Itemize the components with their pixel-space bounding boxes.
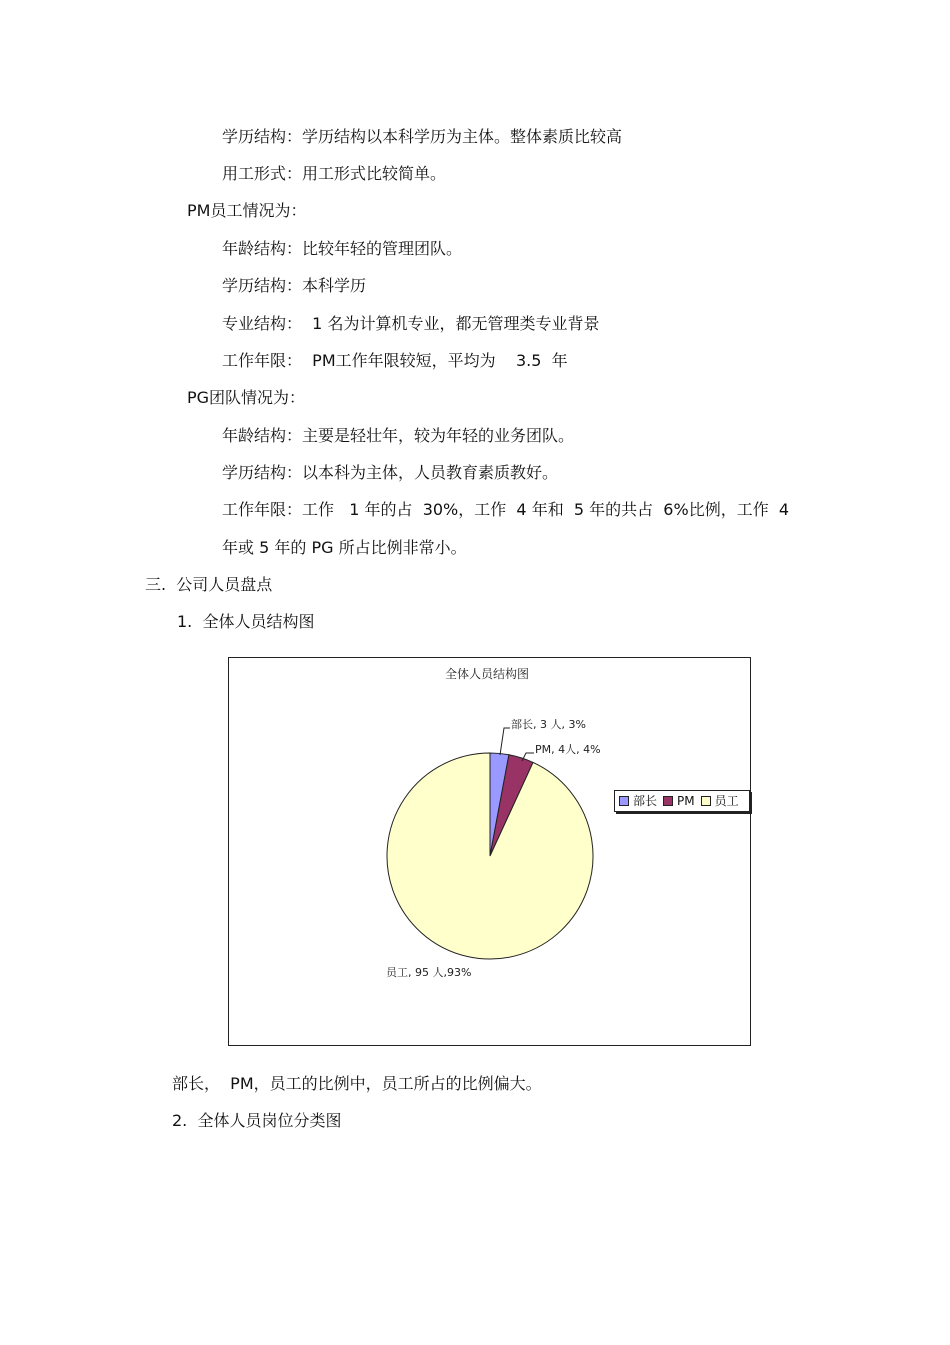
data-label-minister: 部长, 3 人, 3% — [511, 718, 586, 731]
pie-slice-staff — [387, 753, 593, 959]
ratio-summary-line: 部长， PM，员工的比例中，员工所占的比例偏大。 — [172, 1074, 542, 1093]
data-label-staff: 员工, 95 人,93% — [386, 966, 472, 979]
pie-chart — [229, 658, 750, 1045]
education-structure-line: 学历结构：学历结构以本科学历为主体。整体素质比较高 — [222, 127, 623, 146]
pie-chart-frame — [228, 657, 751, 1046]
pm-age-structure-line: 年龄结构：比较年轻的管理团队。 — [222, 239, 463, 258]
legend-label-pm: PM — [677, 794, 695, 808]
pm-major-line: 专业结构： 1 名为计算机专业，都无管理类专业背景 — [222, 314, 600, 333]
employment-form-line: 用工形式：用工形式比较简单。 — [222, 164, 447, 183]
pg-age-structure-line: 年龄结构：主要是轻壮年，较为年轻的业务团队。 — [222, 426, 575, 445]
legend-swatch-staff — [701, 796, 711, 806]
legend-swatch-pm — [663, 796, 673, 806]
chart-title: 全体人员结构图 — [444, 667, 530, 681]
chart-legend — [614, 790, 750, 812]
legend-label-minister: 部长 — [633, 794, 658, 808]
pm-education-line: 学历结构：本科学历 — [222, 276, 367, 295]
pg-work-years-line: 工作年限：工作 1 年的占 30%，工作 4 年和 5 年的共占 6%比例，工作 4 — [222, 500, 790, 519]
subsection-one-heading: 1. 全体人员结构图 — [177, 612, 315, 631]
pm-staff-heading: PM员工情况为： — [187, 201, 307, 220]
pg-work-years-cont-line: 年或 5 年的 PG 所占比例非常小。 — [222, 538, 467, 557]
legend-item-pm — [663, 791, 695, 811]
pg-team-heading: PG团队情况为： — [187, 388, 306, 407]
legend-item-staff — [701, 791, 739, 811]
subsection-two-heading: 2. 全体人员岗位分类图 — [172, 1111, 342, 1130]
legend-item-minister — [619, 791, 657, 811]
data-label-pm: PM, 4人, 4% — [535, 743, 601, 756]
legend-swatch-minister — [619, 796, 629, 806]
legend-label-staff: 员工 — [714, 794, 739, 808]
pm-work-years-line: 工作年限： PM工作年限较短，平均为 3.5 年 — [222, 351, 568, 370]
leader-line-minister — [500, 728, 510, 755]
section-three-heading: 三. 公司人员盘点 — [145, 575, 273, 594]
pg-education-line: 学历结构：以本科为主体，人员教育素质教好。 — [222, 463, 559, 482]
